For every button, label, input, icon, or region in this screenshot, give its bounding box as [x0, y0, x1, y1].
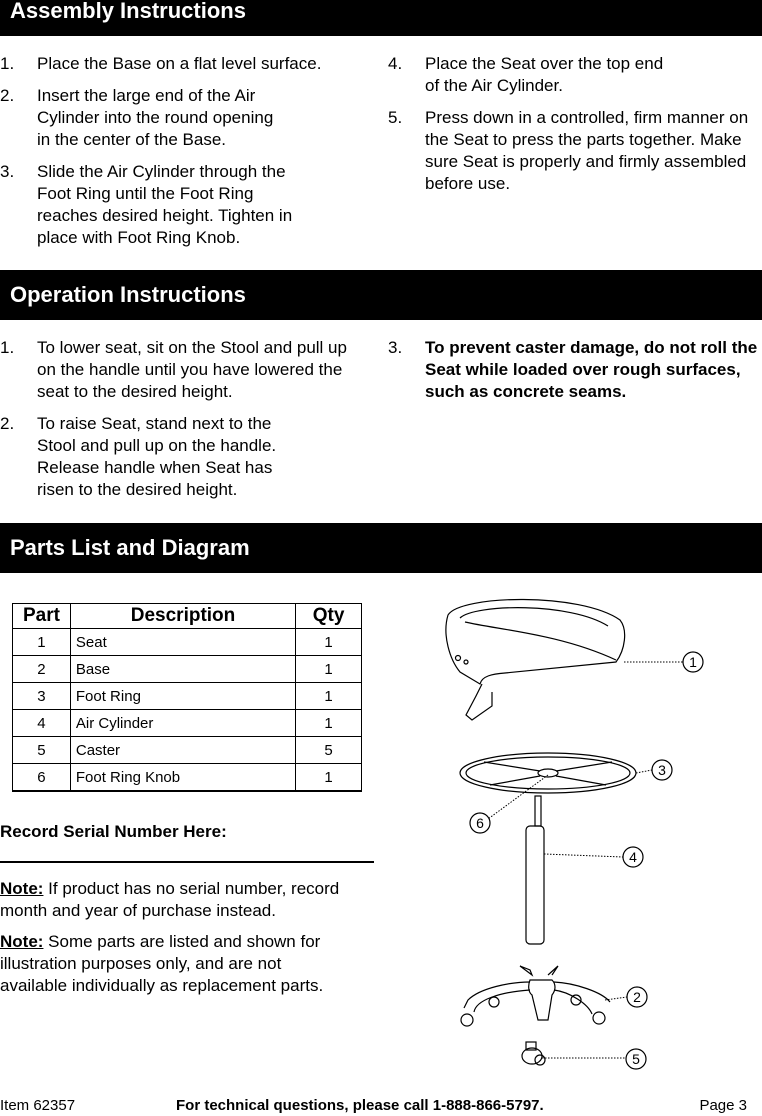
- callout-6: 6: [476, 815, 484, 831]
- table-header-row: [13, 604, 362, 629]
- parts-table: [12, 603, 362, 792]
- footer-item: Item 62357: [0, 1097, 76, 1114]
- assembly-steps-left: [0, 53, 362, 259]
- stool-diagram: [380, 590, 762, 1090]
- foot-ring-illustration: [460, 753, 636, 793]
- serial-label: Record Serial Number Here:: [0, 822, 227, 841]
- list-item: 4. Place the Seat over the top end of the Air Cylinder.: [388, 54, 664, 95]
- list-item: 2. Insert the large end of the Air Cylinder into the round opening in the center of the Base.: [0, 86, 274, 149]
- list-item: 1. Place the Base on a flat level surface.: [0, 54, 322, 73]
- serial-number-line[interactable]: [0, 861, 374, 863]
- parts-header: [0, 523, 762, 573]
- parts-title: Parts List and Diagram: [10, 535, 250, 560]
- table-row: 5 Caster 5: [13, 737, 362, 764]
- footer-page: Page 3: [699, 1097, 747, 1114]
- callout-1: 1: [689, 654, 697, 670]
- col-part: Part: [13, 604, 71, 629]
- assembly-title: Assembly Instructions: [10, 0, 246, 23]
- operation-steps-right: [388, 337, 758, 413]
- caster-illustration: [522, 1042, 545, 1065]
- operation-title: Operation Instructions: [10, 282, 246, 307]
- assembly-steps-right: [388, 53, 756, 205]
- callout-5: 5: [632, 1051, 640, 1067]
- list-item: 3. Slide the Air Cylinder through the Foot Ring until the Foot Ring reaches desired height. Tighten in place with Foot Ring Knob.: [0, 162, 293, 247]
- air-cylinder-illustration: [526, 796, 544, 944]
- warning-item: 3. To prevent caster damage, do not roll the Seat while loaded over rough surfaces, such as concrete seams.: [388, 338, 758, 401]
- callout-3: 3: [658, 762, 666, 778]
- list-item: 1. To lower seat, sit on the Stool and pull up on the handle until you have lowered the seat to the desired height.: [0, 338, 347, 401]
- callout-4: 4: [629, 849, 637, 865]
- table-row: 1 Seat 1: [13, 629, 362, 656]
- seat-illustration: [446, 599, 625, 720]
- table-row: 4 Air Cylinder 1: [13, 710, 362, 737]
- note-serial: Note: If product has no serial number, record month and year of purchase instead.: [0, 879, 340, 920]
- footer-support: For technical questions, please call 1-888-866-5797.: [176, 1097, 544, 1114]
- col-qty: Qty: [296, 604, 362, 629]
- operation-header: [0, 270, 762, 320]
- callout-2: 2: [633, 989, 641, 1005]
- note-illustration: Note: Some parts are listed and shown for illustration purposes only, and are not available individually as replacement parts.: [0, 932, 324, 995]
- operation-steps-left: [0, 337, 362, 511]
- base-illustration: [461, 966, 610, 1026]
- list-item: 2. To raise Seat, stand next to the Stool and pull up on the handle. Release handle when Seat has risen to the desired height.: [0, 414, 277, 499]
- table-row: 2 Base 1: [13, 656, 362, 683]
- table-row: 3 Foot Ring 1: [13, 683, 362, 710]
- col-description: Description: [70, 604, 295, 629]
- assembly-header: [0, 0, 762, 36]
- list-item: 5. Press down in a controlled, firm manner on the Seat to press the parts together. Make sure Seat is properly and firmly assembled before use.: [388, 108, 749, 193]
- table-row: 6 Foot Ring Knob 1: [13, 764, 362, 792]
